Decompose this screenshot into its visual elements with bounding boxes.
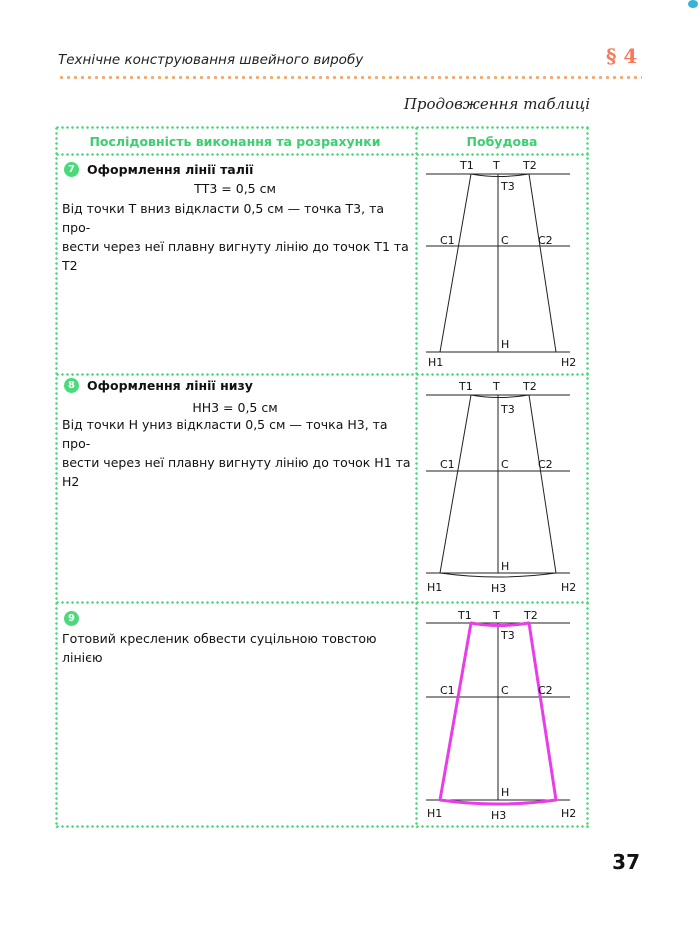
step-description bbox=[62, 199, 414, 275]
diagram-waist-line bbox=[418, 155, 588, 370]
label-c2: С2 bbox=[538, 458, 553, 471]
label-h2: Н2 bbox=[561, 581, 577, 594]
label-c1: С1 bbox=[440, 684, 455, 697]
label-t2: Т2 bbox=[523, 380, 537, 393]
side-seam-left bbox=[440, 174, 471, 352]
corner-logo bbox=[688, 0, 698, 8]
label-h3: Н3 bbox=[491, 809, 507, 822]
label-c1: С1 bbox=[440, 458, 455, 471]
header-title: Технічне конструювання швейного виробу bbox=[58, 52, 364, 68]
step-description-line: вести через неї плавну вигнуту лінію до точок Т1 та Т2 bbox=[62, 239, 409, 273]
label-t1: Т1 bbox=[459, 380, 473, 393]
label-c1: С1 bbox=[440, 234, 455, 247]
step-description-line: Від точки Т вниз відкласти 0,5 см — точка Т3, та про- bbox=[62, 201, 385, 235]
label-t1: Т1 bbox=[458, 609, 472, 622]
label-t: Т bbox=[493, 380, 500, 393]
step-number-badge: 7 bbox=[64, 162, 79, 177]
label-t2: Т2 bbox=[524, 609, 538, 622]
label-h2: Н2 bbox=[561, 356, 577, 369]
label-h1: Н1 bbox=[428, 356, 444, 369]
table-border-left bbox=[55, 126, 58, 828]
step-title: Оформлення лінії талії bbox=[87, 162, 254, 177]
label-h1: Н1 bbox=[427, 807, 443, 820]
label-c: С bbox=[501, 234, 509, 247]
label-h2: Н2 bbox=[561, 807, 577, 820]
step-title: Оформлення лінії низу bbox=[87, 378, 253, 393]
label-t3: Т3 bbox=[501, 403, 515, 416]
side-seam-right bbox=[529, 174, 556, 352]
step-description-line: Від точки Н униз відкласти 0,5 см — точка Н3, та про- bbox=[62, 417, 388, 451]
step-formula: НН3 = 0,5 см bbox=[192, 400, 278, 415]
diagram-hem-line bbox=[418, 375, 588, 597]
step-description-line: вести через неї плавну вигнуту лінію до точок Н1 та Н2 bbox=[62, 455, 411, 489]
label-t: Т bbox=[493, 159, 500, 172]
label-c2: С2 bbox=[538, 234, 553, 247]
step-formula: ТТ3 = 0,5 см bbox=[194, 181, 276, 196]
label-h3: Н3 bbox=[491, 582, 507, 595]
step-description bbox=[62, 415, 414, 491]
label-h1: Н1 bbox=[427, 581, 443, 594]
header-dotted-rule bbox=[58, 76, 642, 79]
label-t3: Т3 bbox=[501, 629, 515, 642]
continuation-label: Продовження таблиці bbox=[403, 95, 590, 113]
side-seam-left bbox=[440, 395, 471, 573]
section-mark: § 4 bbox=[606, 44, 638, 68]
side-seam-right bbox=[529, 395, 556, 573]
column-header-steps: Послідовність виконання та розрахунки bbox=[89, 134, 381, 149]
label-h: Н bbox=[501, 560, 510, 573]
step-description-line: Готовий кресленик обвести суцільною товстою лінією bbox=[62, 631, 377, 665]
label-t2: Т2 bbox=[523, 159, 537, 172]
step-description bbox=[62, 629, 414, 667]
label-t1: Т1 bbox=[460, 159, 474, 172]
label-c: С bbox=[501, 684, 509, 697]
column-header-construction: Побудова bbox=[466, 134, 538, 149]
step-number-badge: 8 bbox=[64, 378, 79, 393]
label-c2: С2 bbox=[538, 684, 553, 697]
hem-curve bbox=[440, 573, 556, 577]
step-number-badge: 9 bbox=[64, 611, 79, 626]
label-c: С bbox=[501, 458, 509, 471]
table-border-bottom bbox=[55, 825, 589, 828]
label-h: Н bbox=[501, 786, 510, 799]
label-h: Н bbox=[501, 338, 510, 351]
diagram-final-outline bbox=[418, 603, 588, 823]
label-t3: Т3 bbox=[501, 180, 515, 193]
page-number: 37 bbox=[612, 850, 640, 874]
label-t: Т bbox=[493, 609, 500, 622]
table-border-top bbox=[55, 126, 589, 129]
